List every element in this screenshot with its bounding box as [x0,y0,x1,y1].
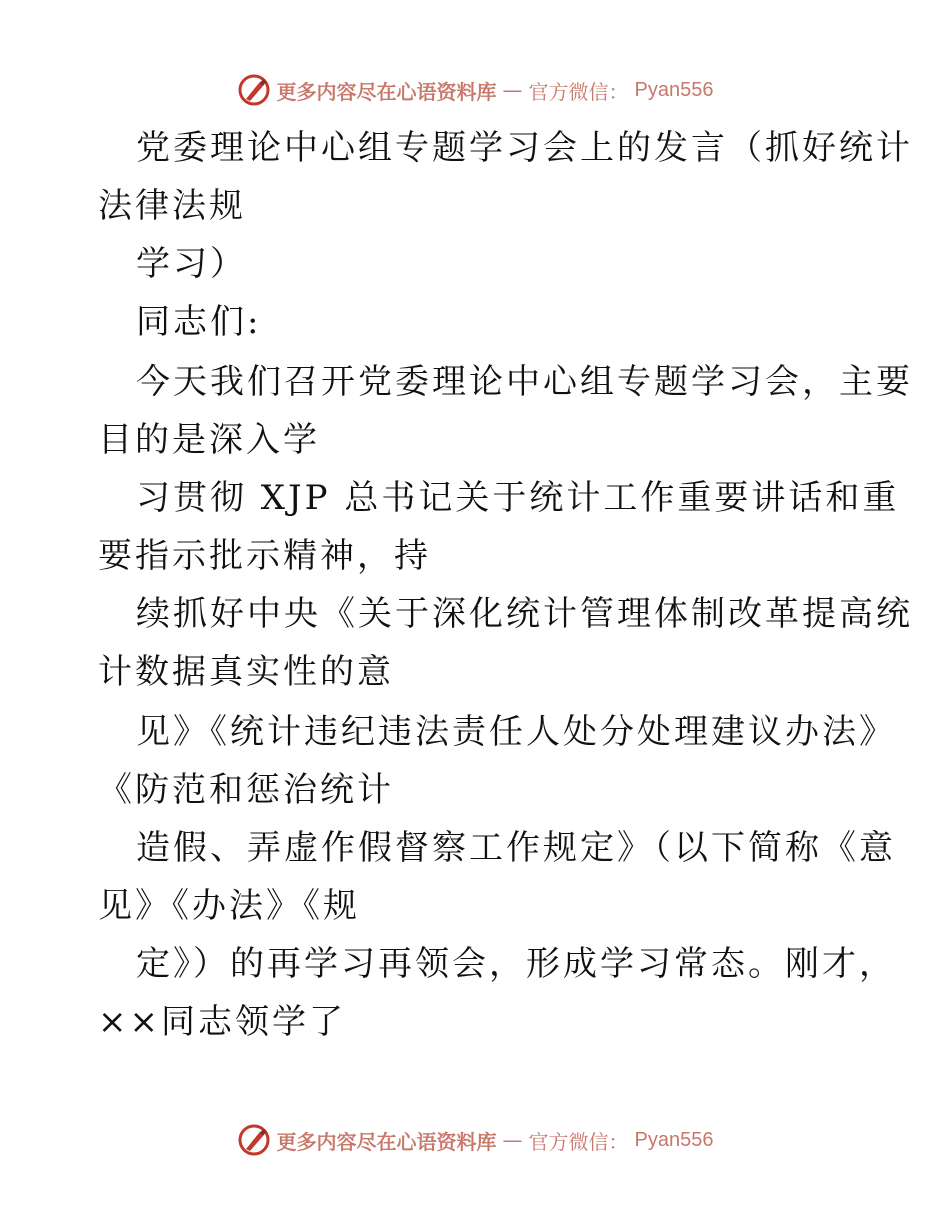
title-line-2: 法律法规 [98,186,246,226]
paragraph-line: 习贯彻 XJP 总书记关于统计工作重要讲话和重 [136,478,900,518]
salutation: 同志们: [136,302,262,342]
paragraph-line: 目的是深入学 [98,420,320,460]
watermark-dash: — [502,78,523,102]
title-line-3: 学习） [136,244,247,284]
watermark-wechat-label: 官方微信： [528,79,629,104]
paragraph-line: 续抓好中央《关于深化统计管理体制改革提高统 [136,594,913,634]
pen-nib-logo-icon [237,73,271,107]
watermark-wechat-id: Pyan556 [634,1128,714,1151]
watermark-main-text: 更多内容尽在心语资料库 [276,1129,497,1154]
footer-watermark [0,1122,950,1158]
paragraph-line: 要指示批示精神，持 [98,536,431,576]
paragraph-line: 计数据真实性的意 [98,652,394,692]
paragraph-line: 见》《办法》《规 [98,886,360,926]
title-line-1: 党委理论中心组专题学习会上的发言（抓好统计 [136,128,913,168]
watermark-dash: — [502,1128,523,1152]
watermark-wechat-label: 官方微信： [528,1129,629,1154]
header-watermark [0,72,950,108]
watermark-main-text: 更多内容尽在心语资料库 [276,79,497,104]
watermark-wechat-id: Pyan556 [634,78,714,101]
paragraph-line: 造假、弄虚作假督察工作规定》（以下简称《意 [136,828,896,868]
paragraph-line: ××同志领学了 [98,1002,346,1042]
paragraph-line: 今天我们召开党委理论中心组专题学习会，主要 [136,362,913,402]
pen-nib-logo-icon [237,1123,271,1157]
paragraph-line: 《防范和惩治统计 [98,770,394,810]
paragraph-line: 定》）的再学习再领会，形成学习常态。刚才， [136,944,896,984]
paragraph-line: 见》《统计违纪违法责任人处分处理建议办法》 [136,712,896,752]
